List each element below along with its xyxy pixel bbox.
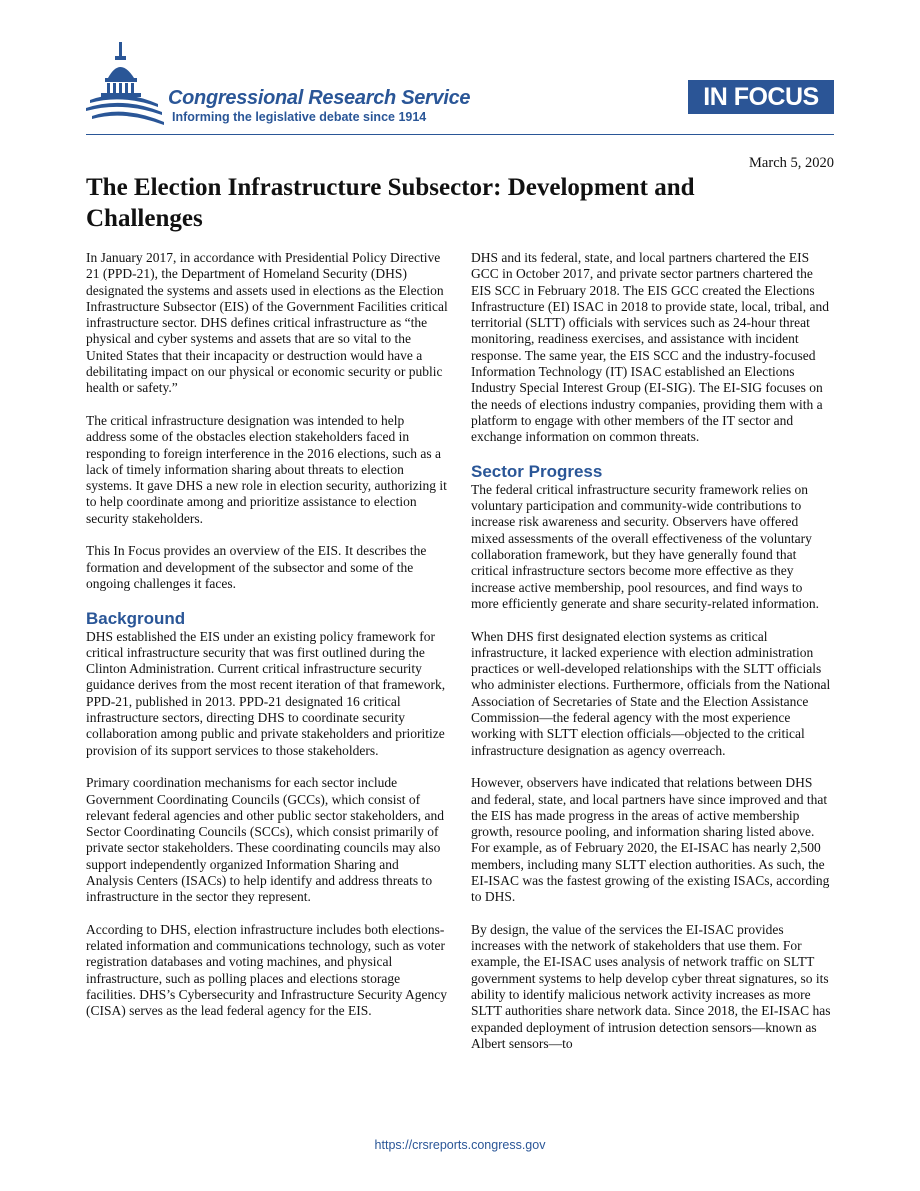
publication-date: March 5, 2020 — [749, 155, 834, 171]
body-paragraph: Primary coordination mechanisms for each sector include Government Coordinating Councils (GCCs), which consist of relevant federal agencies and other public sector stakeholders, and Sector Coordinating Councils (SCCs), which consist primarily of private sector stakeholders. These coordinating councils may also support independently organized Information Sharing and Analysis Centers (ISACs) to help identify and address threats to infrastructure in the sector they represent. — [86, 775, 444, 905]
body-paragraph: However, observers have indicated that relations between DHS and federal, state, and local partners have since improved and that the EIS has made progress in the areas of active membership growth, resource pooling, and information sharing listed above. For example, as of February 2020, the EI-ISAC has nearly 2,500 members, including many SLTT election authorities. As such, the EI-ISAC was the fastest growing of the existing ISACs, according to DHS. — [471, 775, 830, 905]
body-paragraph: When DHS first designated election systems as critical infrastructure, it lacked experience with election administration practices or well-developed relationships with the SLTT officials who administer elections. Furthermore, officials from the National Association of Secretaries of State and the Election Assistance Commission—the federal agency with the most experience working with SLTT election officials—objected to the critical infrastructure designation as agency overreach. — [471, 628, 831, 758]
body-paragraph: According to DHS, election infrastructure includes both elections-related information and communications technology, such as voter registration databases and voting machines, and physical infrastructure, such as polling places and elections storage facilities. DHS’s Cybersecurity and Infrastructure Security Agency (CISA) serves as the lead federal agency for the EIS. — [86, 921, 448, 1019]
masthead — [86, 38, 834, 136]
left-column — [86, 250, 448, 1036]
body-paragraph: The federal critical infrastructure security framework relies on voluntary participation and community-wide contributions to increase risk awareness and security. Observers have offered mixed assessments of the overall effectiveness of the voluntary collaboration framework, but they have generally found that critical infrastructure sectors become more effective as they increase active membership, pool resources, and find ways to more efficiently generate and share security-related information. — [471, 481, 819, 611]
body-paragraph: DHS established the EIS under an existing policy framework for critical infrastructure security that was first outlined during the Clinton Administration. Current critical infrastructure security guidance derives from the most recent iteration of that framework, PPD-21, published in 2013. PPD-21 designated 16 critical infrastructure sectors, directing DHS to coordinate security collaboration among public and private stakeholders and prioritize provision of its support services to those stakeholders. — [86, 628, 446, 758]
footer-url-link[interactable]: https://crsreports.congress.gov — [374, 1138, 546, 1152]
header-rule — [86, 134, 834, 135]
section-heading: Sector Progress — [471, 461, 603, 481]
in-focus-badge: IN FOCUS — [688, 80, 834, 114]
right-column — [471, 250, 833, 1069]
body-paragraph: DHS and its federal, state, and local partners chartered the EIS GCC in October 2017, and private sector partners chartered the EIS SCC in February 2018. The EIS GCC created the Elections Infrastructure (EI) ISAC in 2018 to provide state, local, tribal, and territorial (SLTT) officials with services such as 24-hour threat monitoring, readiness exercises, and assistance with incident response. The same year, the EIS SCC and the industry-focused Information Technology (IT) ISAC established an Elections Industry Special Interest Group (EI-SIG). The EI-SIG focuses on the needs of elections industry companies, providing them with a platform to engage with other members of the IT sector and exchange information on common threats. — [471, 250, 830, 445]
document-title: The Election Infrastructure Subsector: Development and Challenges — [86, 174, 695, 232]
body-paragraph: By design, the value of the services the EI-ISAC provides increases with the network of stakeholders that use them. For example, the EI-ISAC uses analysis of network traffic on SLTT government systems to help develop cyber threat signatures, so its ability to identify malicious network activity increases as more SLTT authorities share network data. Since 2018, the EI-ISAC has expanded deployment of intrusion detection sensors—known as Albert sensors—to — [471, 921, 831, 1051]
org-tagline: Informing the legislative debate since 1914 — [172, 110, 427, 124]
body-paragraph: This In Focus provides an overview of the EIS. It describes the formation and development of the subsector and some of the ongoing challenges it faces. — [86, 543, 427, 591]
section-heading: Background — [86, 608, 186, 628]
body-paragraph: The critical infrastructure designation was intended to help address some of the obstacles election stakeholders faced in responding to foreign interference in the 2016 elections, such as a lack of timely information sharing about threats to election systems. It gave DHS a new role in election security, authorizing it to help coordinate among and prioritize assistance to election security stakeholders. — [86, 412, 447, 526]
org-name: Congressional Research Service — [168, 87, 471, 109]
body-paragraph: In January 2017, in accordance with Presidential Policy Directive 21 (PPD-21), the Department of Homeland Security (DHS) designated the systems and assets used in elections as the Election Infrastructure Subsector (EIS) of the Government Facilities critical infrastructure sector. DHS defines critical infrastructure as “the physical and cyber systems and assets that are so vital to the United States that their incapacity or destruction would have a debilitating impact on our physical or economic security or public health or safety.” — [86, 250, 448, 396]
capitol-dome-logo-icon — [86, 38, 166, 130]
